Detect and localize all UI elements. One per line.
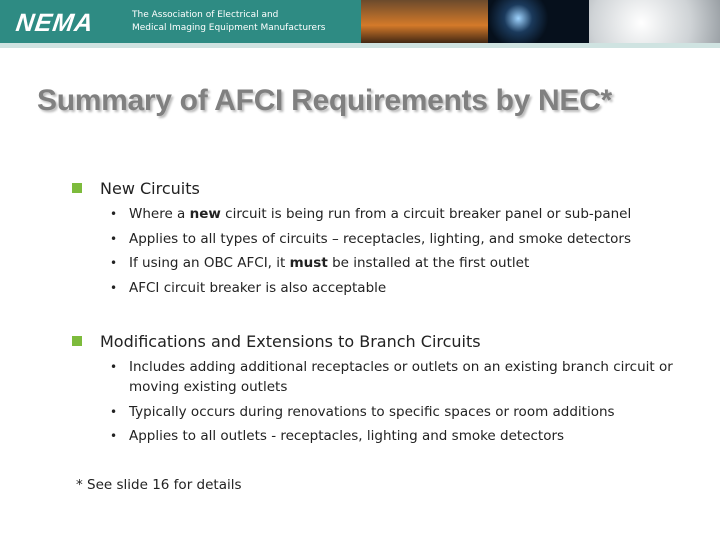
power-lines-photo (361, 0, 488, 46)
list-item: Applies to all outlets - receptacles, lighting and smoke detectors (129, 428, 565, 444)
nema-logo: NEMA (14, 9, 96, 37)
footnote: * See slide 16 for details (76, 477, 242, 493)
text: moving existing outlets (129, 379, 288, 395)
text: If using an OBC AFCI, it (129, 255, 290, 271)
header-divider (0, 43, 720, 48)
list-item (129, 229, 631, 249)
tagline-line-1: The Association of Electrical and (132, 10, 279, 20)
emphasis: must (289, 255, 328, 271)
text: be installed at the first outlet (327, 255, 530, 271)
bullet-icon: • (110, 429, 118, 443)
bullet-icon: • (110, 256, 118, 270)
tagline-line-2: Medical Imaging Equipment Manufacturers (132, 23, 326, 33)
emphasis: new (189, 206, 221, 222)
circuit-board-photo (488, 0, 589, 46)
text: Applies to all types of circuits – receptacles, lighting, and smoke detectors (129, 231, 632, 247)
list-item (129, 357, 673, 397)
list-item (129, 278, 386, 298)
text: Includes adding additional receptacles or outlets on an existing branch circuit or (129, 359, 673, 375)
square-bullet-icon (72, 336, 82, 346)
list-item (129, 204, 631, 224)
text: Where a (129, 206, 190, 222)
bullet-icon: • (110, 207, 118, 221)
section-heading: New Circuits (100, 179, 200, 198)
led-lamp-photo (589, 0, 720, 46)
square-bullet-icon (72, 183, 82, 193)
bullet-icon: • (110, 232, 118, 246)
section-heading: Modifications and Extensions to Branch Circuits (100, 332, 481, 351)
list-item (129, 253, 529, 273)
list-item: Typically occurs during renovations to specific spaces or room additions (129, 404, 615, 420)
text: circuit is being run from a circuit breaker panel or sub-panel (220, 206, 632, 222)
text: AFCI circuit breaker is also acceptable (129, 280, 387, 296)
bullet-icon: • (110, 360, 118, 374)
slide-title: Summary of AFCI Requirements by NEC* (37, 84, 612, 117)
bullet-icon: • (110, 405, 118, 419)
bullet-icon: • (110, 281, 118, 295)
tagline (132, 9, 325, 35)
